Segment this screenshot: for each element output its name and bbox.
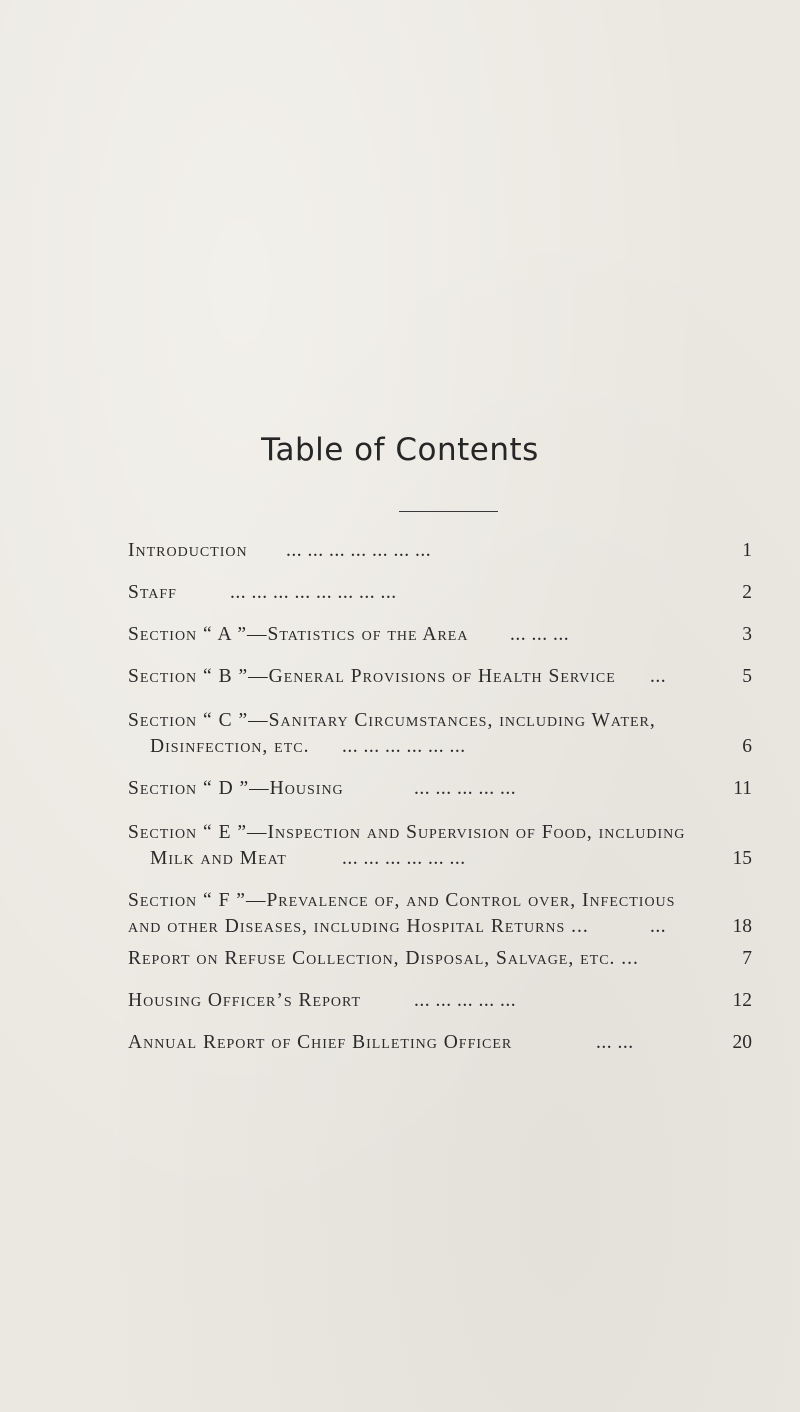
toc-line bbox=[128, 1030, 752, 1056]
toc-entry-staff bbox=[128, 580, 752, 606]
toc-page-number: 2 bbox=[742, 582, 752, 603]
toc-entry-title: Section “ A ”—Statistics of the Area bbox=[128, 624, 469, 645]
toc-line bbox=[128, 914, 752, 940]
toc-page-number: 20 bbox=[732, 1032, 752, 1053]
toc-leader-dots: ... ... ... ... ... bbox=[414, 990, 517, 1011]
toc-line bbox=[128, 888, 752, 914]
toc-line bbox=[128, 664, 752, 690]
toc-page-number: 6 bbox=[742, 736, 752, 757]
toc-entry-title: Housing Officer’s Report bbox=[128, 990, 362, 1011]
toc-leader-dots: ... ... ... ... ... ... bbox=[342, 848, 466, 869]
toc-line bbox=[128, 580, 752, 606]
title-rule bbox=[399, 511, 498, 512]
toc-entry-title: Section “ F ”—Prevalence of, and Control over, Infectious bbox=[128, 890, 676, 911]
toc-entry-section-f bbox=[128, 888, 752, 940]
toc-entry-title: Introduction bbox=[128, 540, 248, 561]
toc-leader-dots: ... ... ... bbox=[510, 624, 570, 645]
toc-page-number: 3 bbox=[742, 624, 752, 645]
toc-entry-section-c bbox=[128, 708, 752, 760]
toc-entry-title: Section “ B ”—General Provisions of Health Service bbox=[128, 666, 616, 687]
toc-entry-introduction bbox=[128, 538, 752, 564]
toc-entry-billeting-report bbox=[128, 1030, 752, 1056]
toc-entry-title: Section “ E ”—Inspection and Supervision of Food, including bbox=[128, 822, 686, 843]
toc-page-number: 12 bbox=[732, 990, 752, 1011]
toc-line bbox=[128, 776, 752, 802]
toc-entry-title-continued: Disinfection, etc. bbox=[150, 736, 310, 757]
toc-entry-housing-officer-report bbox=[128, 988, 752, 1014]
toc-page-number: 11 bbox=[733, 778, 752, 799]
page-title: Table of Contents bbox=[261, 432, 539, 468]
toc-leader-dots: ... ... ... ... ... ... ... bbox=[286, 540, 432, 561]
toc-entry-section-e bbox=[128, 820, 752, 872]
toc-leader-dots: ... ... ... ... ... bbox=[414, 778, 517, 799]
toc-line bbox=[128, 946, 752, 972]
toc-entry-section-d bbox=[128, 776, 752, 802]
toc-leader-dots: ... ... ... ... ... ... bbox=[342, 736, 466, 757]
toc-entry-refuse-report bbox=[128, 946, 752, 972]
toc-entry-title-continued: and other Diseases, including Hospital Returns ... bbox=[128, 916, 589, 937]
toc-leader-dots: ... ... bbox=[596, 1032, 634, 1053]
toc-entry-title: Annual Report of Chief Billeting Officer bbox=[128, 1032, 513, 1053]
toc-entry-title: Report on Refuse Collection, Disposal, Salvage, etc. ... bbox=[128, 948, 639, 969]
toc-line bbox=[128, 846, 752, 872]
toc-line bbox=[128, 538, 752, 564]
toc-line bbox=[128, 820, 752, 846]
toc-leader-dots: ... bbox=[650, 666, 667, 687]
toc-entry-title-continued: Milk and Meat bbox=[150, 848, 287, 869]
toc-line bbox=[128, 708, 752, 734]
toc-leader-dots: ... ... ... ... ... ... ... ... bbox=[230, 582, 397, 603]
toc-entry-title: Section “ C ”—Sanitary Circumstances, including Water, bbox=[128, 710, 656, 731]
toc-leader-dots: ... bbox=[650, 916, 667, 937]
toc-entry-title: Staff bbox=[128, 582, 177, 603]
toc-entry-section-a bbox=[128, 622, 752, 648]
toc-entry-title: Section “ D ”—Housing bbox=[128, 778, 344, 799]
toc-line bbox=[128, 622, 752, 648]
toc-line bbox=[128, 988, 752, 1014]
toc-entry-section-b bbox=[128, 664, 752, 690]
toc-page-number: 5 bbox=[742, 666, 752, 687]
toc-line bbox=[128, 734, 752, 760]
toc-page-number: 7 bbox=[742, 948, 752, 969]
toc-page-number: 18 bbox=[732, 916, 752, 937]
toc-page-number: 1 bbox=[742, 540, 752, 561]
toc-page-number: 15 bbox=[732, 848, 752, 869]
